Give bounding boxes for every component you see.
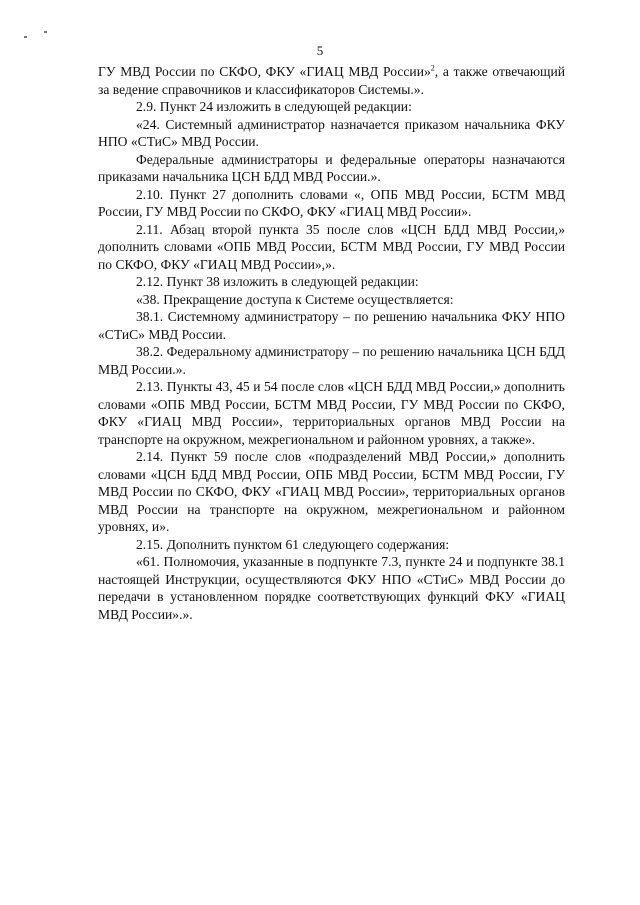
- paragraph-2-13: 2.13. Пункты 43, 45 и 54 после слов «ЦСН БДД МВД России,» дополнить словами «ОПБ МВД России, БСТМ МВД России, ГУ МВД России по СКФО, ФКУ «ГИАЦ МВД России», территориальных органов МВД России на транспорте на окружном, межрегиональном и районном уровнях, а также».: [98, 379, 565, 447]
- paragraph-federal-admins: Федеральные администраторы и федеральные операторы назначаются приказами начальника ЦСН БДД МВД России.».: [98, 151, 565, 184]
- paragraph-item-38-1: 38.1. Системному администратору – по решению начальника ФКУ НПО «СТиС» МВД России.: [98, 309, 565, 342]
- scan-speck: [24, 36, 27, 38]
- page-number: 5: [316, 43, 324, 58]
- paragraph-2-15: 2.15. Дополнить пунктом 61 следующего содержания:: [136, 536, 450, 552]
- paragraph-2-12: 2.12. Пункт 38 изложить в следующей редакции:: [136, 274, 419, 289]
- footnote-marker: 2: [430, 63, 435, 73]
- scan-speck: [44, 31, 47, 33]
- paragraph-text-after: , а также отвечающий за ведение справочников и классификаторов Системы.».: [98, 64, 565, 97]
- paragraph-2-10: 2.10. Пункт 27 дополнить словами «, ОПБ МВД России, БСТМ МВД России, ГУ МВД России по СКФО, ФКУ «ГИАЦ МВД России».: [98, 186, 565, 219]
- paragraph-item-38-2: 38.2. Федеральному администратору – по решению начальника ЦСН БДД МВД России.».: [98, 344, 565, 377]
- paragraph-2-11: 2.11. Абзац второй пункта 35 после слов «ЦСН БДД МВД России,» дополнить словами «ОПБ МВД России, БСТМ МВД России, ГУ МВД России по СКФО, ФКУ «ГИАЦ МВД России»,».: [98, 221, 565, 272]
- paragraph-2-14: 2.14. Пункт 59 после слов «подразделений МВД России,» дополнить словами «ЦСН БДД МВД России, ОПБ МВД России, БСТМ МВД России, ГУ МВД России по СКФО, ФКУ «ГИАЦ МВД России», территориальных органов МВД России на транспорте на окружном, межрегиональном и районном уровнях, и».: [98, 449, 565, 534]
- paragraph-item-61: «61. Полномочия, указанные в подпункте 7.3, пункте 24 и подпункте 38.1 настоящей Инструкции, осуществляются ФКУ НПО «СТиС» МВД России до передачи в установленном порядке соответствующих функций ФКУ «ГИАЦ МВД России».».: [98, 554, 565, 622]
- document-body: [98, 63, 565, 623]
- paragraph-2-9: 2.9. Пункт 24 изложить в следующей редакции:: [136, 99, 412, 114]
- paragraph-item-24: «24. Системный администратор назначается приказом начальника ФКУ НПО «СТиС» МВД России.: [98, 116, 565, 149]
- paragraph-text: ГУ МВД России по СКФО, ФКУ «ГИАЦ МВД России»: [98, 64, 431, 79]
- paragraph-continuation: [98, 63, 565, 98]
- paragraph-item-38: «38. Прекращение доступа к Системе осуществляется:: [136, 291, 454, 307]
